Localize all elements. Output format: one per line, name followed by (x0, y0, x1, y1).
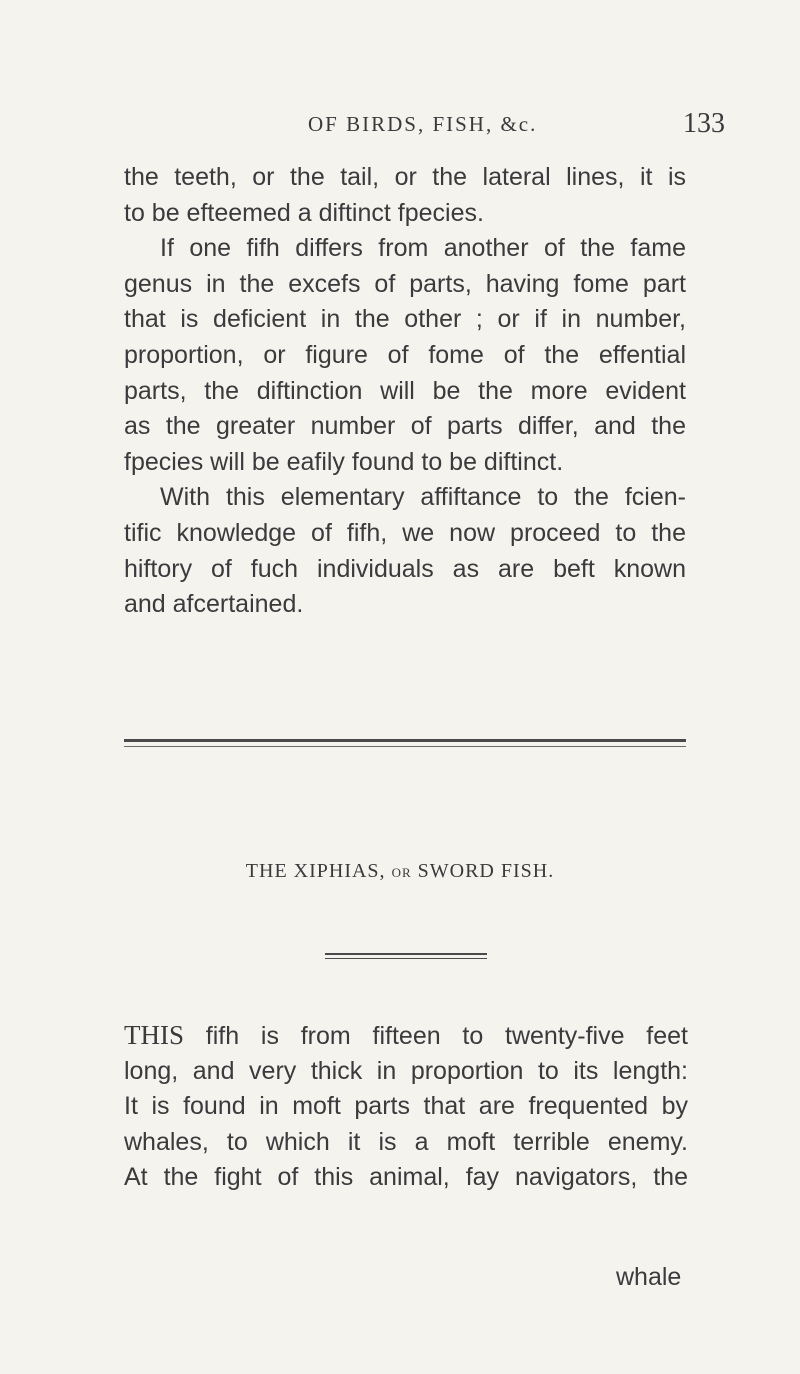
paragraph-2 (124, 231, 686, 480)
text-line: proportion, or figure of fome of the effential (124, 340, 686, 369)
section-divider-rule (124, 739, 686, 742)
running-head: OF BIRDS, FISH, &c. (308, 112, 538, 136)
text-line (124, 1018, 688, 1054)
section-text (124, 1018, 688, 1196)
text-line: to be efteemed a diftinct fpecies. (124, 198, 484, 227)
title-underline-rule (325, 953, 487, 955)
text-line: as the greater number of parts differ, and the (124, 412, 686, 441)
page-header (0, 106, 800, 146)
text-line: At the fight of this animal, fay navigators, the (124, 1163, 688, 1192)
paragraph-1 (124, 160, 686, 231)
section-divider-rule-thin (124, 746, 686, 747)
paragraph-3 (124, 480, 686, 622)
page-number: 133 (683, 108, 725, 139)
section-title-end: SWORD FISH. (417, 860, 555, 882)
title-underline-rule-thin (325, 958, 487, 959)
section-title-or: OR (391, 865, 412, 880)
section-title-main: THE XIPHIAS, (245, 860, 386, 882)
text-line: parts, the diftinction will be the more evident (124, 376, 686, 405)
text-line: It is found in moft parts that are frequented by (124, 1092, 688, 1121)
catchword: whale (616, 1263, 682, 1291)
body-text (124, 160, 686, 623)
first-word: THIS (124, 1020, 184, 1050)
text-line: hiftory of fuch individuals as are beft known (124, 554, 686, 583)
text-line: whales, to which it is a moft terrible enemy. (124, 1127, 688, 1156)
text-line: the teeth, or the tail, or the lateral lines, it is (124, 163, 686, 191)
text-line: With this elementary affiftance to the fcien- (160, 483, 686, 512)
text-line: genus in the excefs of parts, having fome part (124, 269, 686, 298)
first-line-rest: fifh is from fifteen to twenty-five feet (184, 1022, 688, 1050)
text-line: and afcertained. (124, 590, 304, 619)
text-line: If one fifh differs from another of the fame (160, 234, 686, 263)
text-line: tific knowledge of fifh, we now proceed to the (124, 518, 686, 547)
section-title (0, 860, 800, 883)
text-line: fpecies will be eafily found to be diftinct. (124, 447, 564, 476)
text-line: long, and very thick in proportion to its length: (124, 1056, 688, 1085)
text-line: that is deficient in the other ; or if in number, (124, 305, 686, 334)
